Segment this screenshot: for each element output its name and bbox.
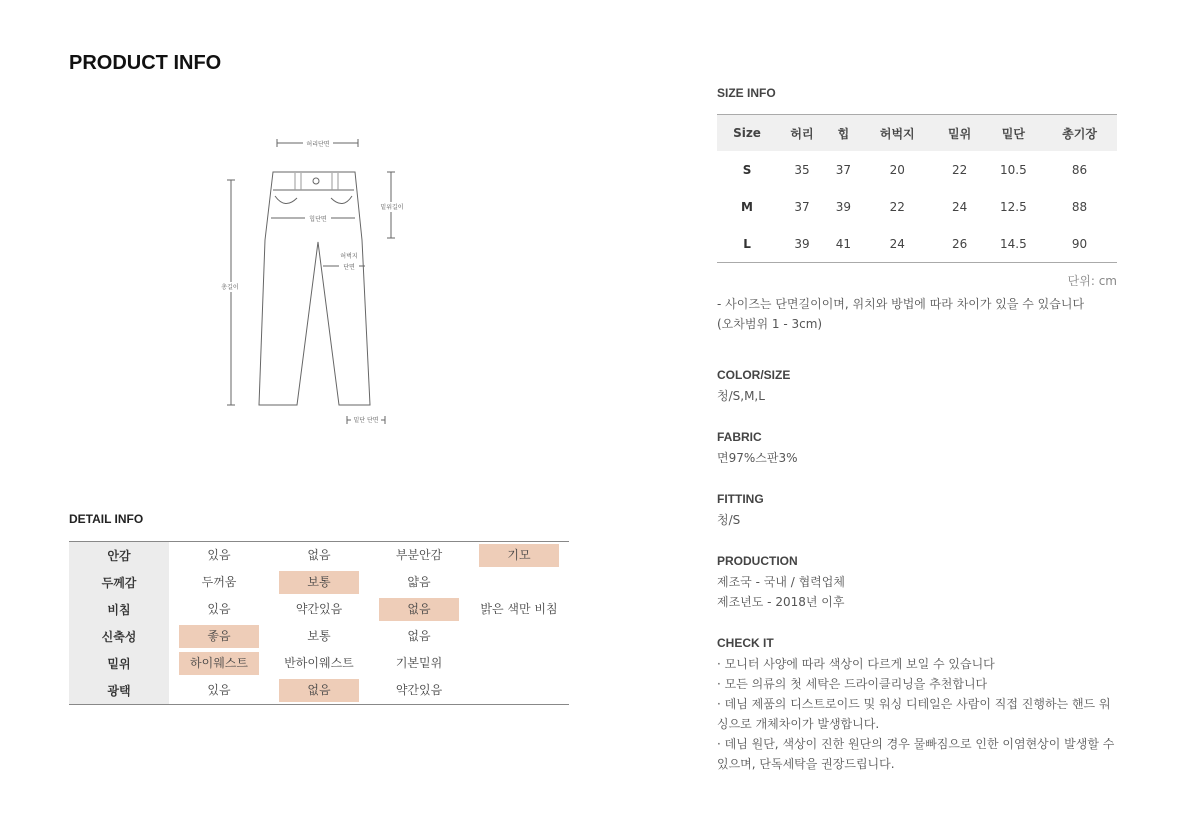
- thigh-label: 허벅지: [340, 253, 358, 260]
- detail-option: 얇음: [407, 575, 431, 589]
- detail-option-cell: [269, 542, 369, 570]
- detail-option-cell: [369, 650, 469, 677]
- detail-option: 없음: [307, 548, 331, 562]
- check-it-item: · 데님 원단, 색상이 진한 원단의 경우 물빠짐으로 인한 이염현상이 발생할 수 있으며, 단독세탁을 권장드립니다.: [717, 737, 1115, 771]
- size-column-header: 밑위: [935, 115, 985, 152]
- rise-label: 밑위길이: [380, 204, 404, 211]
- detail-option-cell: [269, 677, 369, 705]
- fitting-section: [717, 492, 1117, 530]
- detail-option: 부분안감: [395, 548, 443, 562]
- size-note-line: - 사이즈는 단면길이이며, 위치와 방법에 따라 차이가 있을 수 있습니다: [717, 297, 1085, 311]
- size-value-cell: 24: [952, 199, 968, 214]
- size-value-cell: 37: [835, 162, 852, 177]
- detail-option-cell: [269, 569, 369, 596]
- detail-option-cell: [169, 623, 269, 650]
- fitting-heading: FITTING: [717, 492, 764, 506]
- detail-option-selected: 없음: [279, 679, 359, 702]
- detail-row: [69, 677, 569, 705]
- size-row: [717, 225, 1117, 263]
- detail-row: [69, 569, 569, 596]
- detail-option-selected: 하이웨스트: [179, 652, 259, 675]
- size-label-cell: L: [743, 236, 751, 251]
- size-info-heading: SIZE INFO: [717, 86, 776, 100]
- check-it-section: [717, 636, 1117, 774]
- detail-option-cell: [369, 623, 469, 650]
- color-size-heading: COLOR/SIZE: [717, 368, 791, 382]
- info-column: [717, 86, 1117, 774]
- detail-option-selected: 없음: [379, 598, 459, 621]
- detail-option-cell: [469, 596, 569, 623]
- color-size-value: 청/S,M,L: [717, 389, 765, 403]
- unit-label: 단위: cm: [1067, 274, 1117, 288]
- detail-option-cell: [369, 542, 469, 570]
- size-value-cell: 86: [1071, 162, 1088, 177]
- check-it-heading: CHECK IT: [717, 636, 774, 650]
- detail-option-selected: 좋음: [179, 625, 259, 648]
- thigh-label-2: 단면: [343, 264, 355, 271]
- detail-option-cell: [269, 596, 369, 623]
- detail-row: [69, 650, 569, 677]
- detail-option: 없음: [407, 629, 431, 643]
- detail-row: [69, 623, 569, 650]
- size-column-header: 밑단: [985, 115, 1043, 152]
- detail-row-label: 두께감: [69, 569, 169, 596]
- waist-label: 허리단면: [306, 141, 330, 148]
- check-it-list: [717, 654, 1117, 774]
- size-column-header: 힙: [827, 115, 860, 152]
- length-dimension-line: [227, 180, 235, 405]
- detail-option-selected: 보통: [279, 571, 359, 594]
- detail-option-cell: [169, 542, 269, 570]
- production-heading: PRODUCTION: [717, 554, 798, 568]
- detail-option-cell: [469, 677, 569, 705]
- size-label-cell: S: [742, 162, 752, 177]
- detail-option: 약간있음: [395, 683, 443, 697]
- size-row: [717, 151, 1117, 188]
- detail-option: 있음: [207, 602, 231, 616]
- size-value-cell: 39: [794, 236, 810, 251]
- fitting-value: 청/S: [717, 513, 741, 527]
- size-value-cell: 37: [794, 199, 810, 214]
- size-value-cell: 20: [889, 162, 905, 177]
- check-it-item: · 모니터 사양에 따라 색상이 다르게 보일 수 있습니다: [717, 657, 995, 671]
- production-line: 제조국 - 국내 / 협력업체: [717, 575, 845, 589]
- size-value-cell: 22: [952, 162, 968, 177]
- fabric-section: [717, 430, 1117, 468]
- size-row: [717, 188, 1117, 225]
- detail-option-cell: [169, 596, 269, 623]
- detail-option: 보통: [307, 629, 331, 643]
- production-section: [717, 554, 1117, 612]
- production-line: 제조년도 - 2018년 이후: [717, 595, 845, 609]
- detail-option: 기본밑위: [395, 656, 443, 670]
- detail-option-cell: [469, 650, 569, 677]
- pants-outline: [259, 172, 370, 405]
- detail-option-cell: [269, 623, 369, 650]
- check-it-item: · 모든 의류의 첫 세탁은 드라이클리닝을 추천합니다: [717, 677, 988, 691]
- size-value-cell: 39: [835, 199, 852, 214]
- detail-option: 있음: [207, 683, 231, 697]
- size-value-cell: 24: [889, 236, 905, 251]
- detail-row: [69, 542, 569, 570]
- color-size-section: [717, 368, 1117, 406]
- hem-label: 밑단 단면: [353, 417, 379, 424]
- size-column-header: Size: [717, 115, 777, 152]
- detail-option-cell: [369, 677, 469, 705]
- size-value-cell: 41: [835, 236, 852, 251]
- detail-option-cell: [169, 650, 269, 677]
- detail-option-cell: [169, 677, 269, 705]
- detail-row: [69, 596, 569, 623]
- hip-label: 힙단면: [309, 216, 327, 223]
- detail-row-label: 안감: [69, 542, 169, 570]
- size-value-cell: 22: [889, 199, 905, 214]
- detail-option-cell: [269, 650, 369, 677]
- size-table: [717, 114, 1117, 263]
- fabric-heading: FABRIC: [717, 430, 762, 444]
- detail-info-heading: DETAIL INFO: [69, 512, 144, 526]
- size-value-cell: 10.5: [999, 162, 1027, 177]
- detail-option-cell: [369, 569, 469, 596]
- length-label: 총길이: [221, 284, 239, 291]
- size-value-cell: 26: [952, 236, 968, 251]
- fabric-value: 면97%스판3%: [717, 451, 798, 465]
- size-column-header: 허리: [777, 115, 827, 152]
- detail-option-cell: [369, 596, 469, 623]
- size-value-cell: 14.5: [999, 236, 1027, 251]
- size-value-cell: 90: [1071, 236, 1088, 251]
- detail-option: 있음: [207, 548, 231, 562]
- detail-option-cell: [469, 623, 569, 650]
- size-note-line: (오차범위 1 - 3cm): [717, 317, 823, 331]
- size-note: [717, 294, 1117, 334]
- size-value-cell: 35: [794, 162, 810, 177]
- size-label-cell: M: [741, 199, 753, 214]
- detail-option: 반하이웨스트: [284, 656, 354, 670]
- detail-row-label: 광택: [69, 677, 169, 705]
- detail-row-label: 비침: [69, 596, 169, 623]
- detail-row-label: 신축성: [69, 623, 169, 650]
- check-it-item: · 데님 제품의 디스트로이드 및 워싱 디테일은 사람이 직접 진행하는 핸드 워싱으로 개체차이가 발생합니다.: [717, 697, 1111, 731]
- detail-option: 두꺼움: [201, 575, 237, 589]
- detail-option-selected: 기모: [479, 544, 559, 567]
- page-title: PRODUCT INFO: [69, 52, 222, 74]
- size-column-header: 허벅지: [860, 115, 935, 152]
- detail-option: 약간있음: [295, 602, 343, 616]
- pants-measurement-diagram: [215, 130, 415, 430]
- detail-option-cell: [469, 542, 569, 570]
- size-value-cell: 88: [1071, 199, 1088, 214]
- detail-option-cell: [169, 569, 269, 596]
- detail-row-label: 밑위: [69, 650, 169, 677]
- size-value-cell: 12.5: [999, 199, 1027, 214]
- detail-option: 밝은 색만 비침: [480, 602, 558, 616]
- detail-option-cell: [469, 569, 569, 596]
- size-column-header: 총기장: [1042, 115, 1117, 152]
- detail-info-table: [69, 541, 569, 705]
